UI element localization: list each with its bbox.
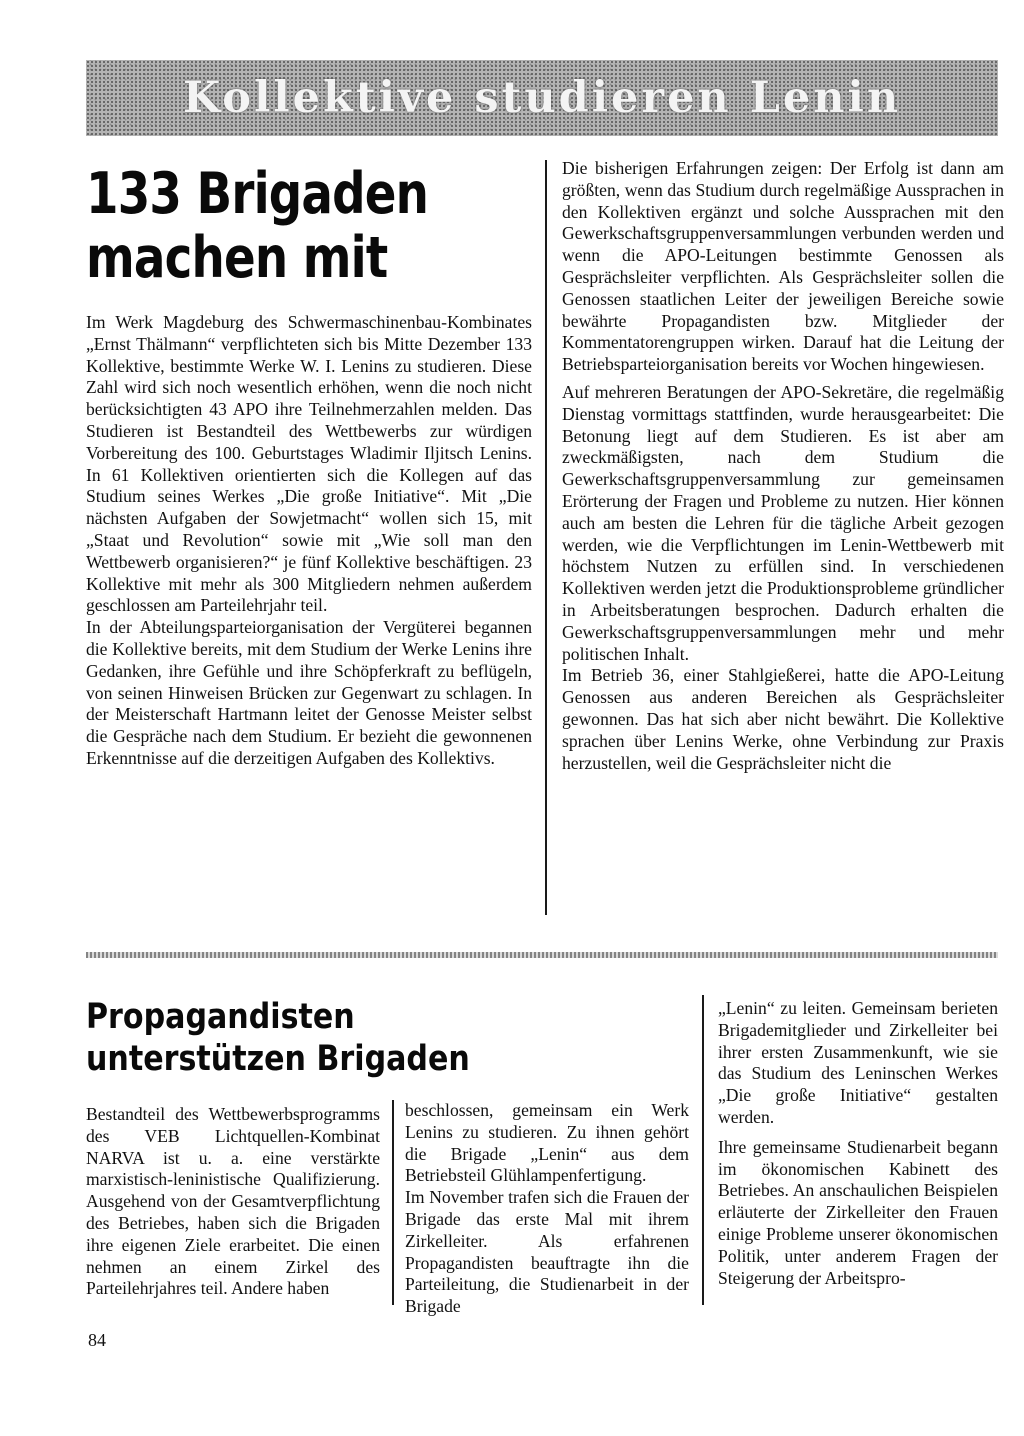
section-banner	[86, 60, 998, 136]
article-column-left	[86, 312, 532, 770]
section-separator	[86, 952, 998, 958]
article2-column-3	[718, 998, 998, 1289]
paragraph: Im November trafen sich die Frauen der Brigade das erste Mal mit ihrem Zirkelleiter. Als erfahrenen Propagandisten beauftragte ihn die Parteileitung, die Studienarbeit in der Brigade	[405, 1187, 689, 1317]
article2-column-1	[86, 1104, 380, 1300]
paragraph: Ihre gemeinsame Studienarbeit begann im ökonomischen Kabinett des Betriebes. An anschaulichen Beispielen erläuterte der Zirkelleiter den Frauen einige Probleme unserer ökonomischen Politik, unter anderem Fragen der Steigerung der Arbeitspro-	[718, 1136, 998, 1288]
article-headline: 133 Brigaden machen mit	[86, 161, 429, 291]
paragraph: Bestandteil des Wettbewerbsprogramms des VEB Lichtquellen-Kombinat NARVA ist u. a. eine verstärkte marxistisch-leninistische Qualifizierung. Ausgehend von der Gesamtverpflichtung des Betriebes, haben sich die Brigaden ihre eigenen Ziele erarbeitet. Die einen nehmen an einem Zirkel des Parteilehrjahres teil. Andere haben	[86, 1104, 380, 1299]
article-column-right	[562, 158, 1004, 774]
article2-column-2	[405, 1100, 689, 1318]
paragraph: In der Abteilungsparteiorganisation der Vergüterei begannen die Kollektive bereits, mit dem Studium der Werke Lenins ihre Gedanken, ihre Gefühle und ihre Schöpferkraft zu beflügeln, von seinen Hinweisen Brücken zur Gegenwart zu schlagen. In der Meisterschaft Hartmann leitet der Genosse Meister selbst die Gespräche nach dem Studium. Er bezieht die gewonnenen Erkenntnisse auf die derzeitigen Aufgaben des Kollektivs.	[86, 617, 532, 768]
paragraph: „Lenin“ zu leiten. Gemeinsam berieten Brigademitglieder und Zirkelleiter bei ihrer ersten Zusammenkunft, wie sie das Studium des Leninschen Werkes „Die große Initiative“ gestalten werden.	[718, 998, 998, 1127]
paragraph: Im Betrieb 36, einer Stahlgießerei, hatte die APO-Leitung Genossen aus anderen Bereichen als Gesprächsleiter gewonnen. Das hat sich aber nicht bewährt. Die Kollektive sprachen über Lenins Werke, ohne Verbindung zur Praxis herzustellen, weil die Gesprächsleiter nicht die	[562, 665, 1004, 773]
paragraph: Die bisherigen Erfahrungen zeigen: Der Erfolg ist dann am größten, wenn das Studium durch regelmäßige Aussprachen in den Kollektiven ergänzt und solche Aussprachen mit den Gewerkschaftsgruppenversammlungen verbunden werden und wenn die APO-Leitungen bestimmte Genossen als Gesprächsleiter verpflichten. Als Gesprächsleiter sollen die Genossen staatlichen Leiter der jeweiligen Bereiche sowie bewährte Propagandisten bzw. Mitglieder der Kommentatorengruppen wirken. Darauf hat die Leitung der Betriebsparteiorganisation bereits vor Wochen hingewiesen.	[562, 158, 1004, 375]
paragraph: beschlossen, gemeinsam ein Werk Lenins zu studieren. Zu ihnen gehört die Brigade „Lenin“ aus dem Betriebsteil Glühlampenfertigung.	[405, 1100, 689, 1186]
article-headline-2: Propagandisten unterstützen Brigaden	[86, 997, 470, 1079]
column-divider	[545, 160, 547, 915]
page-number: 84	[88, 1330, 106, 1350]
section-title: Kollektive studieren Lenin	[182, 73, 902, 123]
column-divider	[702, 995, 704, 1305]
column-divider	[392, 1100, 394, 1305]
paragraph: Im Werk Magdeburg des Schwermaschinenbau-Kombinates „Ernst Thälmann“ verpflichteten sich bis Mitte Dezember 133 Kollektive, bestimmte Werke W. I. Lenins zu studieren. Diese Zahl wird sich noch wesentlich erhöhen, wenn die noch nicht berücksichtigten 43 APO ihre Teilnehmerzahlen melden. Das Studieren ist Bestandteil des Wettbewerbs zur würdigen Vorbereitung des 100. Geburtstages Wladimir Iljitsch Lenins. In 61 Kollektiven orientierten sich die Kollegen auf das Studium seines Werkes „Die große Initiative“. Mit „Die nächsten Aufgaben der Sowjetmacht“ wollen sich 15, mit „Staat und Revolution“ sowie mit „Wie soll man den Wettbewerb organisieren?“ je fünf Kollektive beschäftigen. 23 Kollektive mit mehr als 300 Mitgliedern nehmen außerdem geschlossen am Parteilehrjahr teil.	[86, 312, 532, 616]
paragraph: Auf mehreren Beratungen der APO-Sekretäre, die regelmäßig Dienstag vormittags stattfinden, wurde herausgearbeitet: Die Betonung liegt auf dem Studieren. Es ist aber am zweckmäßigsten, nach dem Studium die Gewerkschaftsgruppenversammlung zur gemeinsamen Erörterung der Fragen und Probleme zu nutzen. Hier können auch am besten die Lehren für die tägliche Arbeit gezogen werden, wie die Verpflichtungen im Lenin-Wettbewerb mit höchstem Nutzen zu erfüllen sind. In verschiedenen Kollektiven werden jetzt die Produktionsprobleme gründlicher in Arbeitsberatungen besprochen. Dadurch erhalten die Gewerkschaftsgruppenversammlungen mehr und mehr politischen Inhalt.	[562, 381, 1004, 664]
